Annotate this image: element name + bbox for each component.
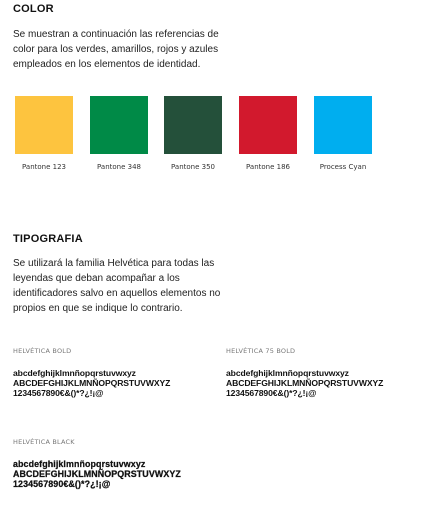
typography-description <box>13 256 220 316</box>
color-description <box>13 27 219 72</box>
font-sample-lowercase: abcdefghijklmnñopqrstuvwxyz <box>226 368 349 378</box>
swatch-label: Pantone 350 <box>171 163 215 171</box>
typography-section-title: TIPOGRAFIA <box>13 233 83 245</box>
color-section-title: COLOR <box>13 3 54 15</box>
swatch-pantone-186 <box>239 96 297 154</box>
color-description-line: Se muestran a continuación las referencias de <box>13 29 219 40</box>
font-sample-uppercase: ABCDEFGHIJKLMNÑOPQRSTUVWXYZ <box>226 378 384 388</box>
typography-description-line: identificadores salvo en aquellos elementos no <box>13 288 221 299</box>
swatch-process-cyan <box>314 96 372 154</box>
font-name-label: HELVÉTICA 75 BOLD <box>226 347 296 355</box>
swatch-label: Pantone 186 <box>246 163 290 171</box>
font-sample-numbers: 1234567890€&()*?¿!¡@ <box>13 388 104 398</box>
swatch-label: Pantone 348 <box>97 163 141 171</box>
font-name-label: HELVÉTICA BLACK <box>13 438 75 446</box>
font-sample-helvetica-black <box>13 438 181 489</box>
font-sample-uppercase: ABCDEFGHIJKLMNÑOPQRSTUVWXYZ <box>13 378 171 388</box>
color-swatch-row <box>15 96 375 180</box>
font-name-label: HELVÉTICA BOLD <box>13 347 72 355</box>
font-sample-helvetica-bold <box>13 347 170 398</box>
font-sample-numbers: 1234567890€&()*?¿!¡@ <box>13 479 111 489</box>
typography-description-line: propios en que se indique lo contrario. <box>13 303 183 314</box>
typography-description-line: leyendas que deban acompañar a los <box>13 273 180 284</box>
font-sample-numbers: 1234567890€&()*?¿!¡@ <box>226 388 317 398</box>
swatch-pantone-123 <box>15 96 73 154</box>
swatch-pantone-348 <box>90 96 148 154</box>
color-description-line: color para los verdes, amarillos, rojos y azules <box>13 44 219 55</box>
color-description-line: empleados en los elementos de identidad. <box>13 59 201 70</box>
font-sample-lowercase: abcdefghijklmnñopqrstuvwxyz <box>13 459 146 469</box>
font-sample-helvetica-75-bold <box>226 347 383 398</box>
swatch-label: Process Cyan <box>319 163 367 171</box>
font-sample-uppercase: ABCDEFGHIJKLMNÑOPQRSTUVWXYZ <box>13 469 181 479</box>
font-sample-lowercase: abcdefghijklmnñopqrstuvwxyz <box>13 368 136 378</box>
typography-description-line: Se utilizará la familia Helvética para todas las <box>13 258 215 269</box>
swatch-label: Pantone 123 <box>22 163 66 171</box>
swatch-pantone-350 <box>164 96 222 154</box>
